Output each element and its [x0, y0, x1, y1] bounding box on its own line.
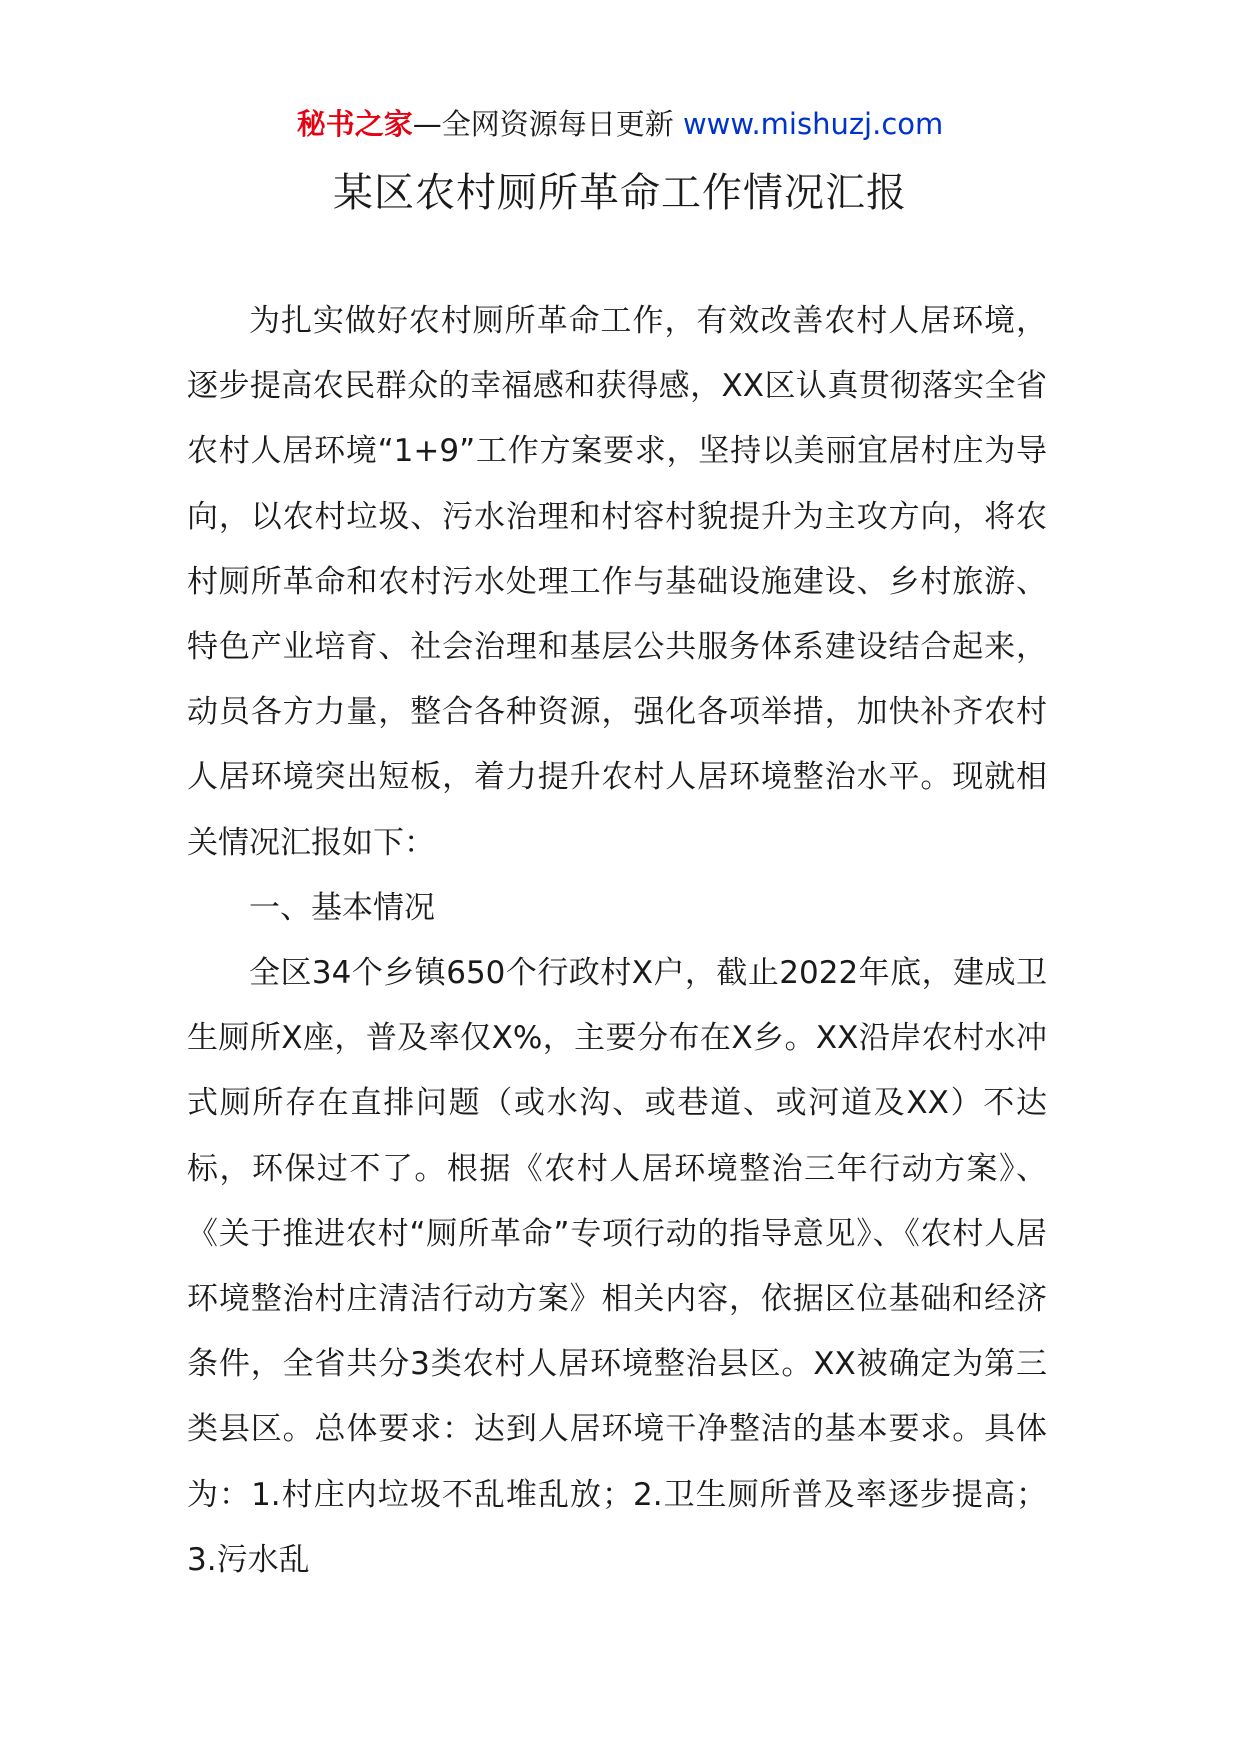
header-url-link[interactable]: www.mishuzj.com: [682, 107, 944, 141]
basic-situation-paragraph: 全区34个乡镇650个行政村X户，截止2022年底，建成卫生厕所X座，普及率仅X%，主要分布在X乡。XX沿岸农村水冲式厕所存在直排问题（或水沟、或巷道、或河道及XX）不达标，环保过不了。根据《农村人居环境整治三年行动方案》、《关于推进农村“厕所革命”专项行动的指导意见》、《农村人居环境整治村庄清洁行动方案》相关内容，依据区位基础和经济条件，全省共分3类农村人居环境整治县区。XX被确定为第三类县区。总体要求：达到人居环境干净整洁的基本要求。具体为：1.村庄内垃圾不乱堆乱放；2.卫生厕所普及率逐步提高；3.污水乱: [187, 955, 1047, 1578]
document-body: [187, 289, 1047, 1593]
intro-paragraph: 为扎实做好农村厕所革命工作，有效改善农村人居环境，逐步提高农民群众的幸福感和获得感，XX区认真贯彻落实全省农村人居环境“1+9”工作方案要求，坚持以美丽宜居村庄为导向，以农村垃圾、污水治理和村容村貌提升为主攻方向，将农村厕所革命和农村污水处理工作与基础设施建设、乡村旅游、特色产业培育、社会治理和基层公共服务体系建设结合起来，动员各方力量，整合各种资源，强化各项举措，加快补齐农村人居环境突出短板，着力提升农村人居环境整治水平。现就相关情况汇报如下：: [187, 303, 1047, 861]
watermark-header: [0, 102, 1240, 146]
brand-name: 秘书之家: [296, 107, 413, 141]
document-title: 某区农村厕所革命工作情况汇报: [333, 170, 907, 216]
header-slogan: —全网资源每日更新: [412, 107, 683, 141]
section-heading-basic-situation: 一、基本情况: [249, 889, 435, 926]
